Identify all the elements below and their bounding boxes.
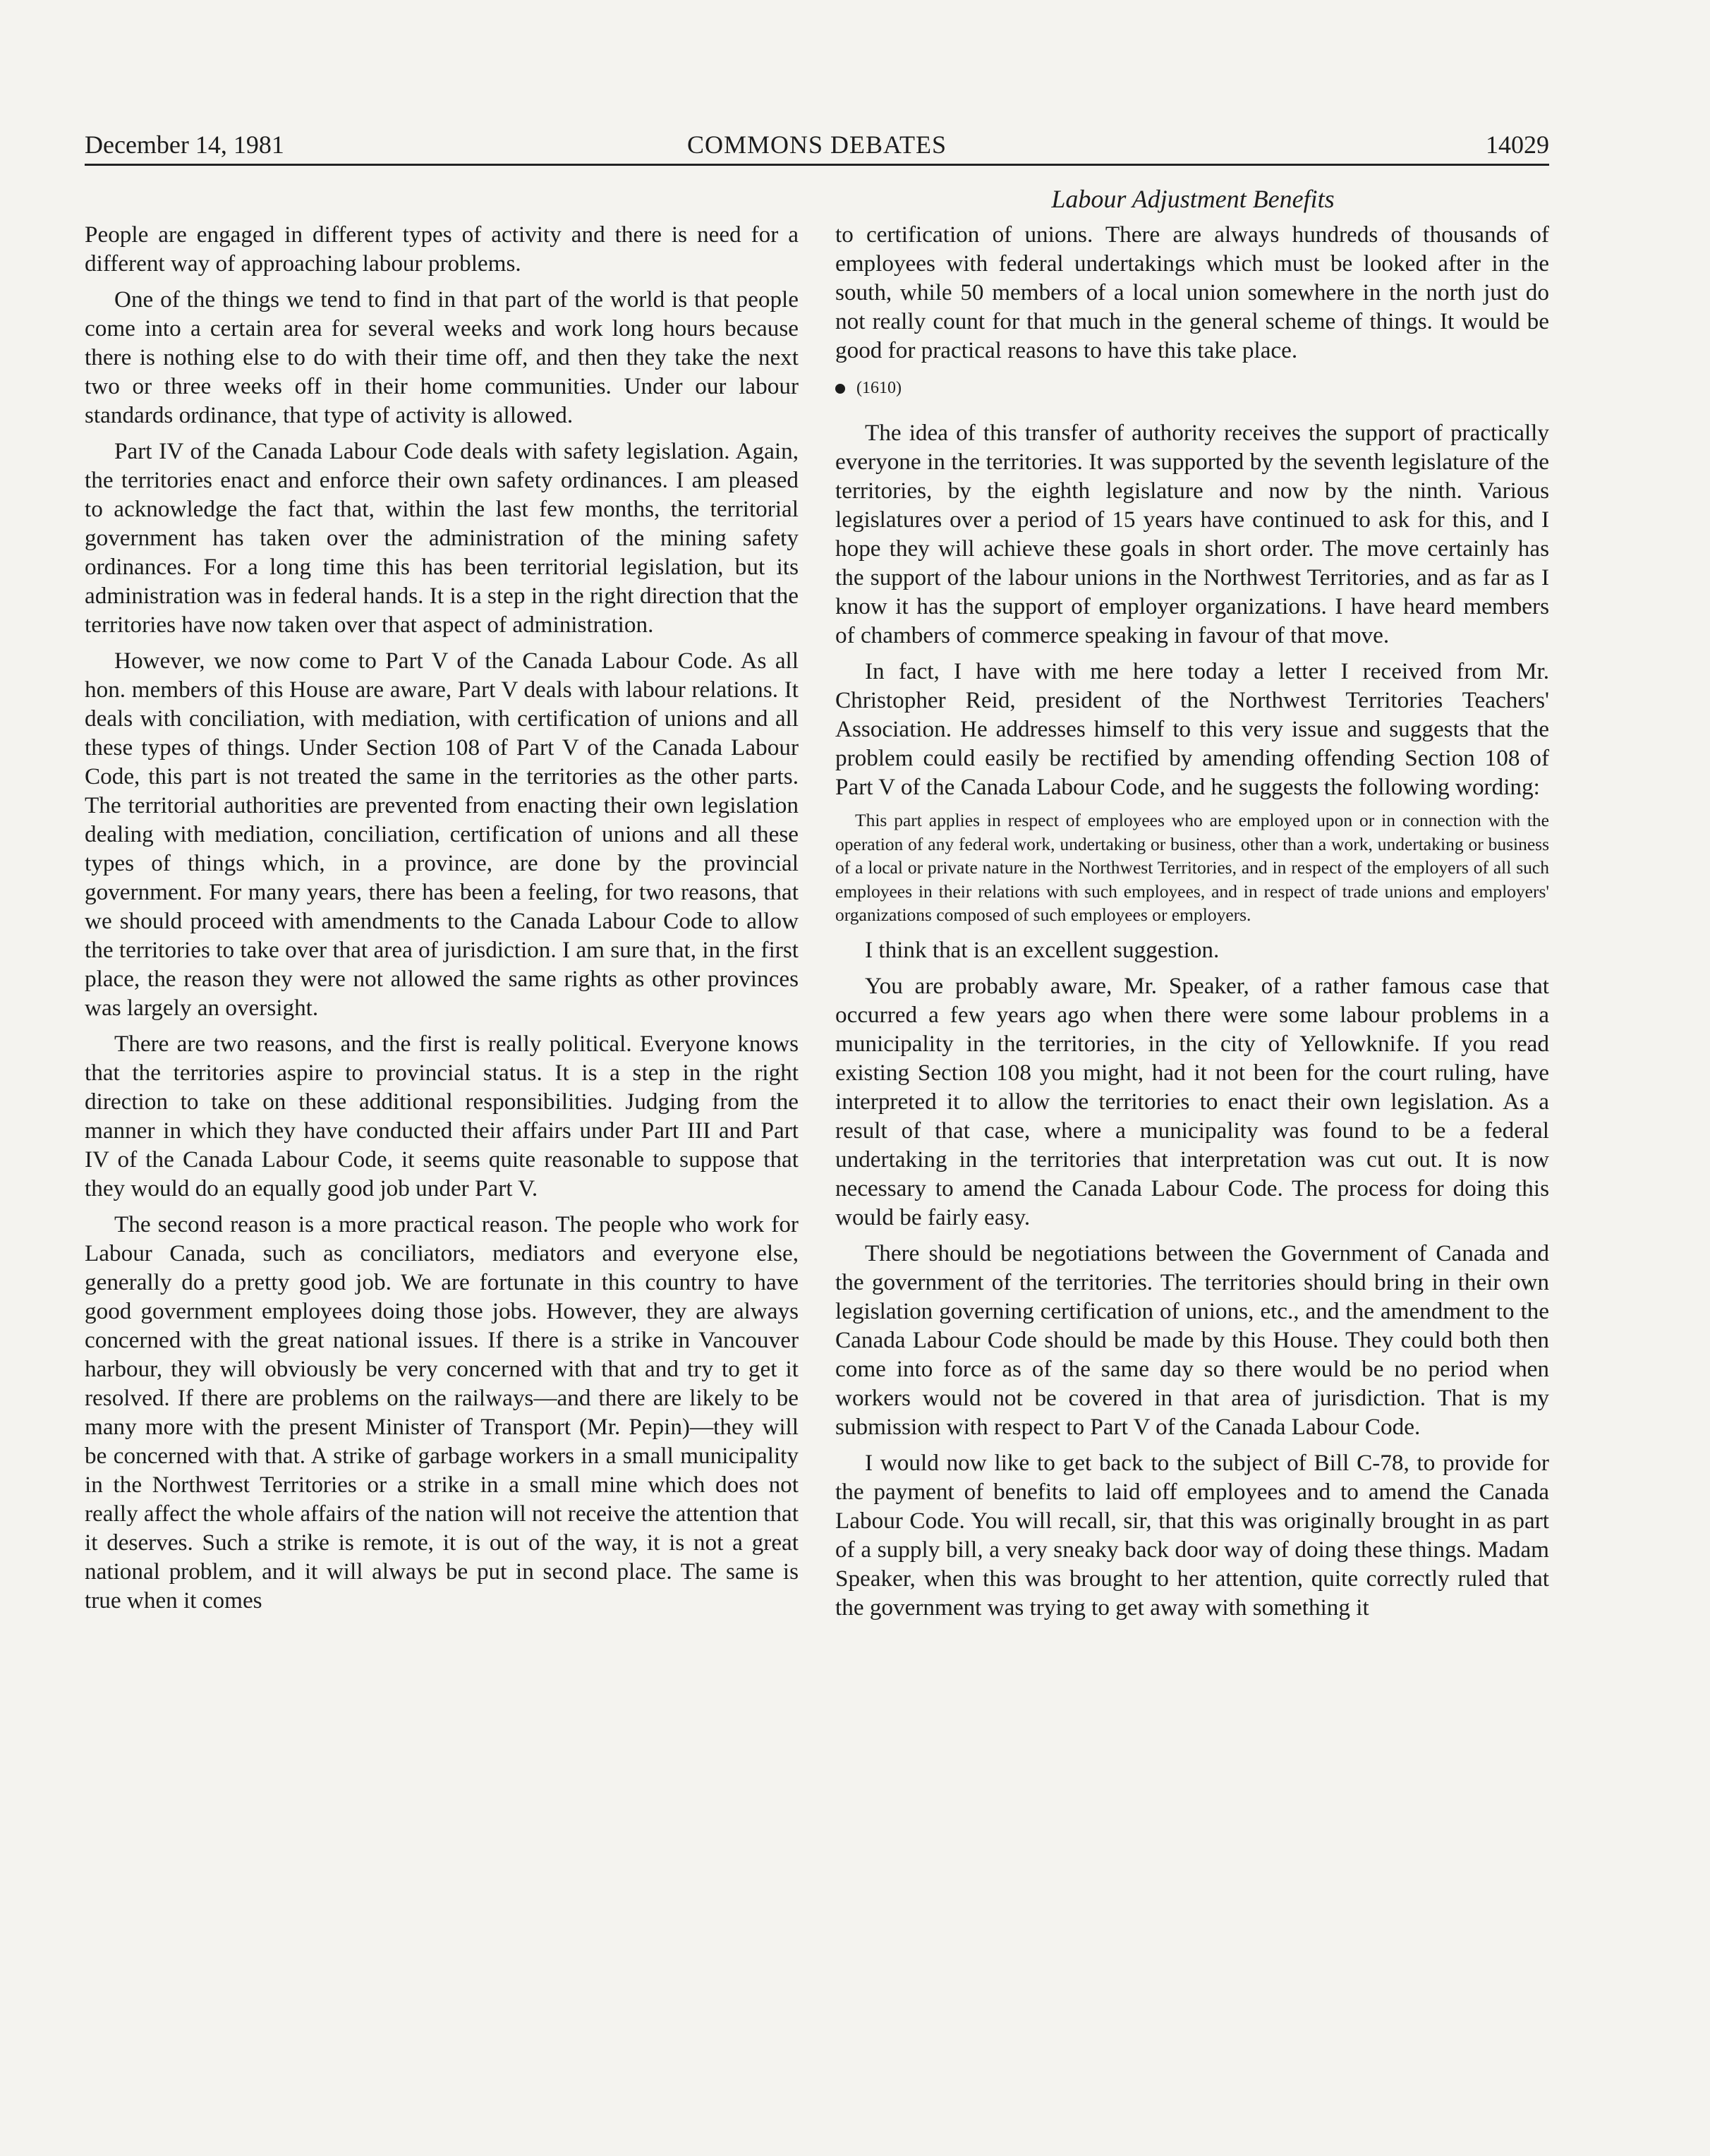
block-quote: This part applies in respect of employees who are employed upon or in connection with the operation of any federal work, undertaking or business, other than a work, undertaking or business of a local or private nature in the Northwest Territories, and in respect of the employers of all such employees in their relations with such employees, and in respect of trade unions and employers' organizations composed of such employees or employers. <box>835 810 1549 925</box>
paragraph: to certification of unions. There are always hundreds of thousands of employees with federal undertakings which must be looked after in the south, while 50 members of a local union somewhere in the north just do not really count for that much in the general scheme of things. It would be good for practical reasons to have this take place. <box>835 222 1549 363</box>
running-head: Labour Adjustment Benefits <box>1051 185 1335 213</box>
paragraph: I think that is an excellent suggestion. <box>865 936 1220 963</box>
timestamp-label: (1610) <box>856 379 902 397</box>
timestamp <box>835 376 1549 400</box>
paragraph: There should be negotiations between the Government of Canada and the government of the territories. The territories should bring in their own legislation governing certification of unions, etc., and the amendment to the Canada Labour Code should be made by this House. They could both then come into force as of the same day so there would be no period when workers would not be covered in that area of jurisdiction. That is my submission with respect to Part V of the Canada Labour Code. <box>835 1240 1549 1440</box>
paragraph: One of the things we tend to find in that part of the world is that people come into a certain area for several weeks and work long hours because there is nothing else to do with their time off, and then they take the next two or three weeks off in their home communities. Under our labour standards ordinance, that type of activity is allowed. <box>85 286 799 428</box>
paragraph: However, we now come to Part V of the Canada Labour Code. As all hon. members of this House are aware, Part V deals with labour relations. It deals with conciliation, with mediation, with certification of unions and all these types of things. Under Section 108 of Part V of the Canada Labour Code, this part is not treated the same in the territories as the other parts. The territorial authorities are prevented from enacting their own legislation dealing with mediation, conciliation, certification of unions and all these types of things which, in a province, are done by the provincial government. For many years, there has been a feeling, for two reasons, that we should proceed with amendments to the Canada Labour Code to allow the territories to take over that area of jurisdiction. I am sure that, in the first place, the reason they were not allowed the same rights as other provinces was largely an oversight. <box>85 648 799 1021</box>
paragraph: In fact, I have with me here today a letter I received from Mr. Christopher Reid, president of the Northwest Territories Teachers' Association. He addresses himself to this very issue and suggests that the problem could easily be rectified by amending offending Section 108 of Part V of the Canada Labour Code, and he suggests the following wording: <box>835 658 1549 800</box>
paragraph: Part IV of the Canada Labour Code deals with safety legislation. Again, the territories enact and enforce their own safety ordinances. I am pleased to acknowledge the fact that, within the last few months, the territorial government has taken over the administration of the mining safety ordinances. For a long time this has been territorial legislation, but its administration was in federal hands. It is a step in the right direction that the territories have now taken over that aspect of administration. <box>85 438 799 638</box>
header-page-number: 14029 <box>1486 131 1549 159</box>
right-column <box>835 220 1549 1629</box>
header-publication: COMMONS DEBATES <box>686 131 947 159</box>
bullet-icon <box>835 384 845 394</box>
paragraph: I would now like to get back to the subject of Bill C-78, to provide for the payment of benefits to laid off employees and to amend the Canada Labour Code. You will recall, sir, that this was originally brought in as part of a supply bill, a very sneaky back door way of doing these things. Madam Speaker, when this was brought to her attention, quite correctly ruled that the government was trying to get away with something it <box>835 1449 1549 1621</box>
page-header <box>85 126 1549 166</box>
paragraph: There are two reasons, and the first is really political. Everyone knows that the territories aspire to provincial status. It is a step in the right direction to take on these additional responsibilities. Judging from the manner in which they have conducted their affairs under Part III and Part IV of the Canada Labour Code, it seems quite reasonable to suppose that they would do an equally good job under Part V. <box>85 1031 799 1201</box>
header-date: December 14, 1981 <box>85 131 284 159</box>
paragraph: The idea of this transfer of authority receives the support of practically everyone in the territories. It was supported by the seventh legislature of the territories, by the eighth legislature and now by the ninth. Various legislatures over a period of 15 years have continued to ask for this, and I hope they will achieve these goals in short order. The move certainly has the support of the labour unions in the Northwest Territories, and as far as I know it has the support of employer organizations. I have heard members of chambers of commerce speaking in favour of that move. <box>835 420 1549 648</box>
paragraph: People are engaged in different types of activity and there is need for a different way of approaching labour problems. <box>85 222 799 277</box>
paragraph: The second reason is a more practical reason. The people who work for Labour Canada, such as conciliators, mediators and everyone else, generally do a pretty good job. We are fortunate in this country to have good government employees doing those jobs. However, they are always concerned with the great national issues. If there is a strike in Vancouver harbour, they will obviously be very concerned with that and try to get it resolved. If there are problems on the railways—and there are likely to be many more with the present Minister of Transport (Mr. Pepin)—they will be concerned with that. A strike of garbage workers in a small municipality in the Northwest Territories or a strike in a small mine which does not really affect the whole affairs of the nation will not receive the attention that it deserves. Such a strike is remote, it is out of the way, it is not a great national problem, and it will always be put in second place. The same is true when it comes <box>85 1211 799 1613</box>
left-column <box>85 220 799 1622</box>
paragraph: You are probably aware, Mr. Speaker, of a rather famous case that occurred a few years ago when there were some labour problems in a municipality in the territories, in the city of Yellowknife. If you read existing Section 108 you might, had it not been for the court ruling, have interpreted it to allow the territories to enact their own legislation. As a result of that case, where a municipality was found to be a federal undertaking in the territories that interpretation was cut out. It is now necessary to amend the Canada Labour Code. The process for doing this would be fairly easy. <box>835 972 1549 1230</box>
